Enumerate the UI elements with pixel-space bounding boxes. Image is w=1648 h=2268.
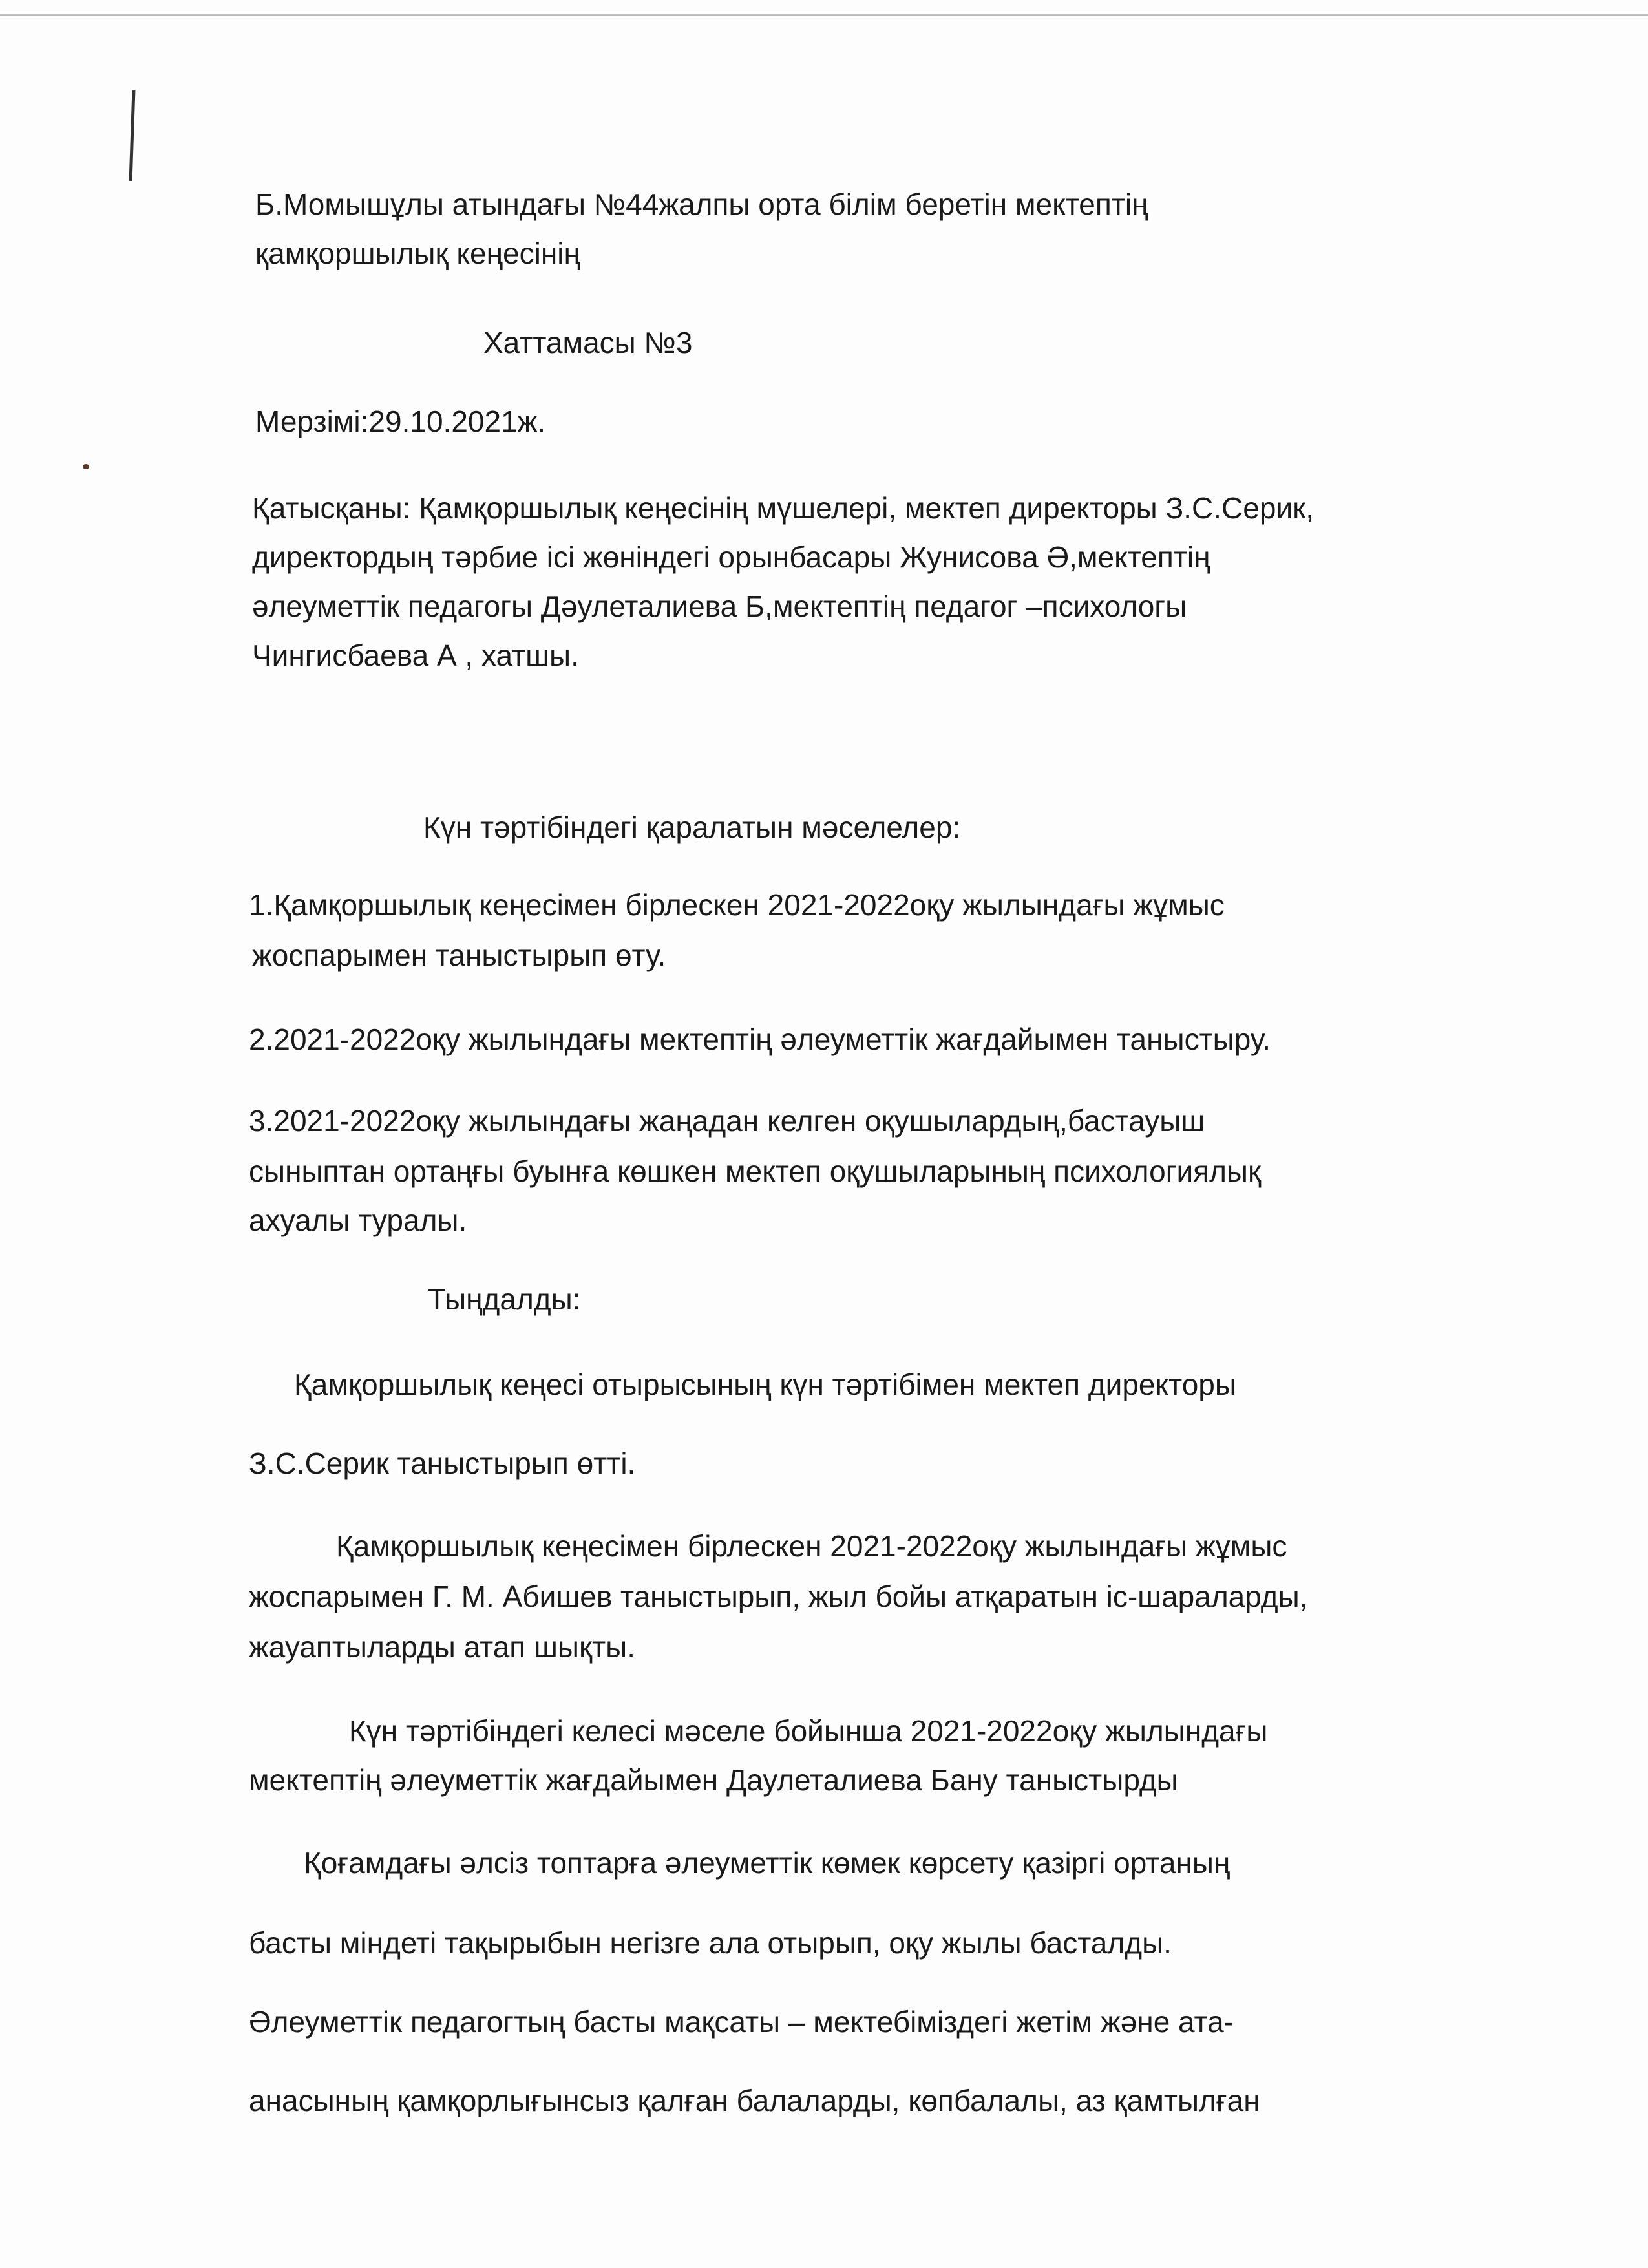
heard-paragraph-2-line: Қамқоршылық кеңесімен бірлескен 2021-2022оқу жылындағы жұмыс <box>336 1529 1287 1563</box>
heard-paragraph-3-line: мектептің әлеуметтік жағдайымен Даулеталиева Бану таныстырды <box>249 1763 1178 1797</box>
heard-paragraph-4-line: басты міндеті тақырыбын негізге ала отырып, оқу жылы басталды. <box>249 1926 1172 1960</box>
scan-ink-dot <box>83 464 89 469</box>
attendees-line: Қатысқаны: Қамқоршылық кеңесінің мүшелері, мектеп директоры З.С.Серик, <box>252 491 1315 525</box>
heard-paragraph-2-line: жауаптыларды атап шықты. <box>249 1630 635 1664</box>
scan-pen-mark <box>129 90 136 181</box>
agenda-item-2: 2.2021-2022оқу жылындағы мектептің әлеуметтік жағдайымен таныстыру. <box>249 1023 1271 1056</box>
heard-paragraph-2-line: жоспарымен Г. М. Абишев таныстырып, жыл бойы атқаратын іс-шараларды, <box>249 1580 1308 1613</box>
heard-heading: Тыңдалды: <box>428 1282 581 1316</box>
heard-paragraph-3-line: Күн тәртібіндегі келесі мәселе бойынша 2021-2022оқу жылындағы <box>349 1714 1268 1748</box>
heard-paragraph-4-line: анасының қамқорлығынсыз қалған балаларды, көпбалалы, аз қамтылған <box>249 2084 1260 2117</box>
attendees-line: Чингисбаева А , хатшы. <box>252 639 579 672</box>
scan-edge-line <box>0 14 1648 16</box>
heard-paragraph-1-line: З.С.Серик таныстырып өтті. <box>249 1447 636 1480</box>
protocol-title: Хаттамасы №3 <box>483 326 693 359</box>
heard-paragraph-4-line: Әлеуметтік педагогтың басты мақсаты – мектебіміздегі жетім және ата- <box>249 2005 1234 2039</box>
header-line-1: Б.Момышұлы атындағы №44жалпы орта білім беретін мектептің <box>255 187 1148 221</box>
heard-paragraph-1-line: Қамқоршылық кеңесі отырысының күн тәртібімен мектеп директоры <box>294 1368 1236 1401</box>
agenda-item-1-line: 1.Қамқоршылық кеңесімен бірлескен 2021-2022оқу жылындағы жұмыс <box>249 888 1225 922</box>
attendees-line: әлеуметтік педагогы Дәулеталиева Б,мектептің педагог –психологы <box>252 589 1187 623</box>
agenda-item-3-line: 3.2021-2022оқу жылындағы жаңадан келген оқушылардың,бастауыш <box>249 1104 1205 1138</box>
agenda-item-3-line: сыныптан ортаңғы буынға көшкен мектеп оқушыларының психологиялық <box>249 1154 1262 1188</box>
agenda-item-1-line: жоспарымен таныстырып өту. <box>252 938 666 972</box>
heard-paragraph-4-line: Қоғамдағы әлсіз топтарға әлеуметтік көмек көрсету қазіргі ортаның <box>304 1846 1231 1880</box>
date-line: Мерзімі:29.10.2021ж. <box>255 405 546 438</box>
attendees-line: директордың тәрбие ісі жөніндегі орынбасары Жунисова Ә,мектептің <box>252 540 1210 574</box>
header-line-2: қамқоршылық кеңесінің <box>255 237 580 270</box>
agenda-heading: Күн тәртібіндегі қаралатын мәселелер: <box>423 811 961 844</box>
agenda-item-3-line: ахуалы туралы. <box>249 1203 467 1237</box>
